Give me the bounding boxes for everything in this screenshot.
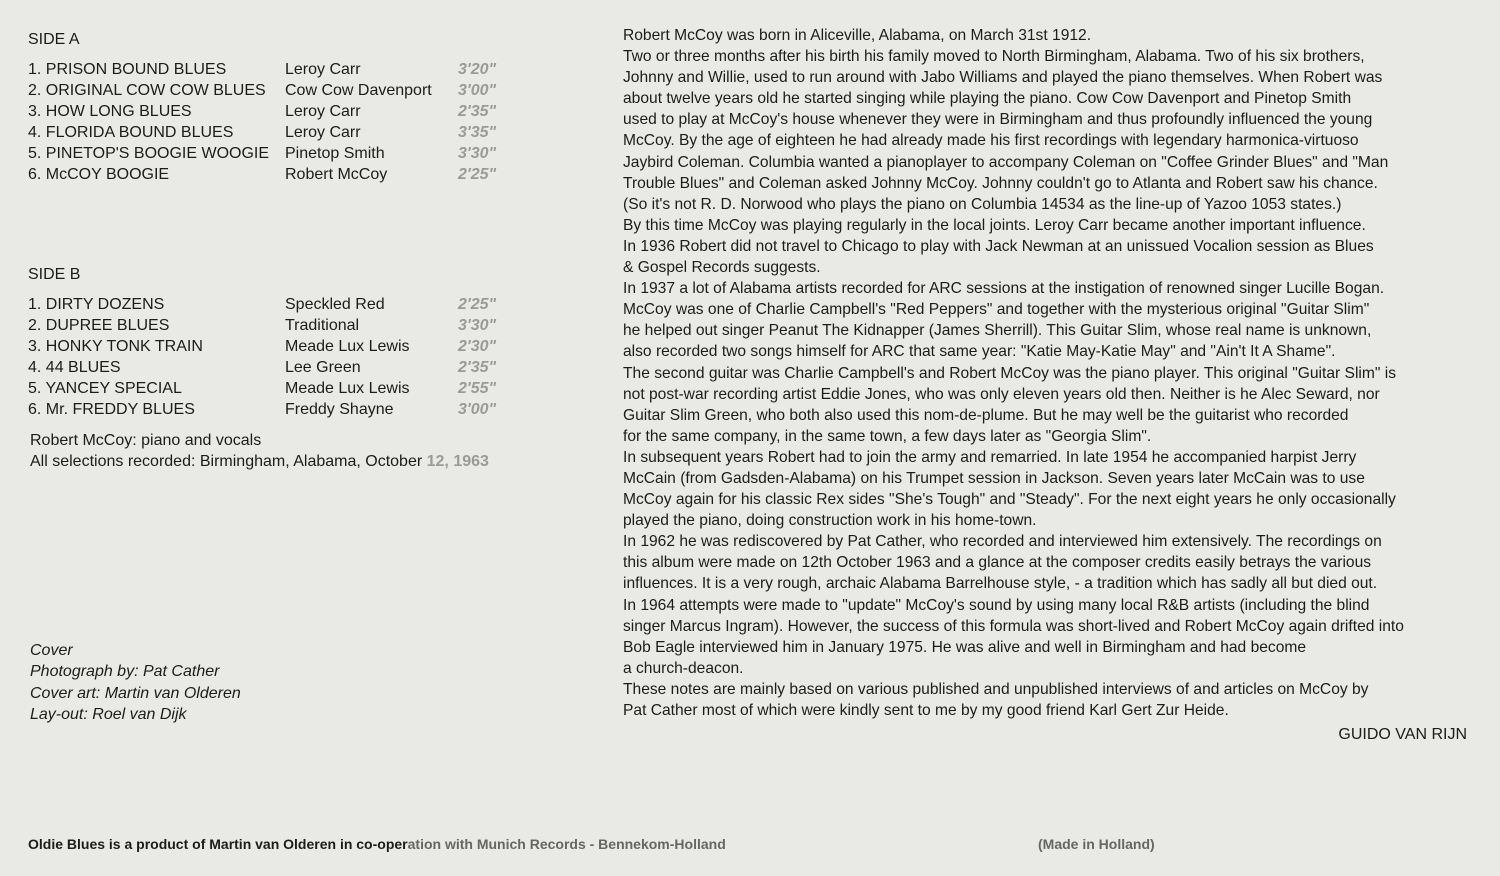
credits-block: [30, 640, 241, 725]
track-duration: 2'35": [458, 103, 497, 120]
notes-line: Pat Cather most of which were kindly sent to me by my good friend Karl Gert Zur Heide.: [623, 702, 1229, 719]
notes-line: In 1962 he was rediscovered by Pat Cather, who recorded and interviewed him extensively. The recordings on: [623, 533, 1382, 551]
side-b-track-6: [28, 401, 568, 422]
track-duration: 3'30": [458, 317, 497, 334]
track-title: 2. ORIGINAL COW COW BLUES: [28, 82, 266, 99]
track-title: 3. HONKY TONK TRAIN: [28, 338, 203, 355]
track-duration: 3'20": [458, 61, 497, 78]
track-title: 1. PRISON BOUND BLUES: [28, 61, 227, 78]
track-duration: 3'00": [458, 401, 497, 418]
notes-line: played the piano, doing construction work in his home-town.: [623, 512, 1037, 530]
recording-line: [30, 453, 489, 471]
notes-line: Guitar Slim Green, who both also used this nom-de-plume. But he may well be the guitarist who recorded: [623, 406, 1349, 424]
notes-line: The second guitar was Charlie Campbell's and Robert McCoy was the piano player. This original "Guitar Slim" is: [623, 364, 1397, 382]
notes-line: McCoy. By the age of eighteen he had already made his first recordings with legendary harmonica-virtuoso: [623, 132, 1359, 150]
side-b-track-5: [28, 380, 568, 401]
side-b-track-2: [28, 317, 568, 338]
track-artist: Cow Cow Davenport: [285, 82, 432, 99]
track-title: 4. 44 BLUES: [28, 359, 121, 376]
recording-date: 12, 1963: [426, 453, 489, 470]
notes-line: These notes are mainly based on various published and unpublished interviews of and articles on McCoy by: [623, 680, 1369, 698]
notes-line: a church-deacon.: [623, 659, 744, 677]
notes-line: In 1964 attempts were made to "update" McCoy's sound by using many local R&B artists (including the blind: [623, 596, 1370, 614]
notes-line: In 1937 a lot of Alabama artists recorded for ARC sessions at the instigation of renowned singer Lucille Bogan.: [623, 280, 1385, 298]
track-title: 2. DUPREE BLUES: [28, 317, 170, 334]
side-a-track-3: [28, 103, 568, 124]
track-duration: 2'30": [458, 338, 497, 355]
notes-line: singer Marcus Ingram). However, the success of this formula was short-lived and Robert McCoy again drifted into: [623, 617, 1404, 635]
notes-line: Jaybird Coleman. Columbia wanted a pianoplayer to accompany Coleman on "Coffee Grinder Blues" and "Man: [623, 153, 1389, 171]
notes-line: Trouble Blues" and Coleman asked Johnny McCoy. Johnny couldn't go to Atlanta and Robert saw his chance.: [623, 174, 1378, 192]
notes-line: In subsequent years Robert had to join the army and remarried. In late 1954 he accompanied harpist Jerry: [623, 448, 1357, 466]
side-a-track-1: [28, 61, 568, 82]
notes-line: McCain (from Gadsden-Alabama) on his Trumpet session in Jackson. Seven years later McCain was to use: [623, 469, 1365, 487]
credit-line: Cover art: Martin van Olderen: [30, 684, 241, 702]
track-duration: 2'55": [458, 380, 497, 397]
notes-line: Robert McCoy was born in Aliceville, Alabama, on March 31st 1912.: [623, 27, 1092, 44]
track-title: 6. Mr. FREDDY BLUES: [28, 401, 195, 418]
side-a-track-2: [28, 82, 568, 103]
notes-line: Two or three months after his birth his family moved to North Birmingham, Alabama. Two of his six brothers,: [623, 48, 1365, 66]
notes-line: not post-war recording artist Eddie Jones, who was only eleven years old then. Neither is he Alec Seward, nor: [623, 385, 1380, 403]
notes-line: he helped out singer Peanut The Kidnapper (James Sherrill). This Guitar Slim, whose real name is unknown,: [623, 322, 1372, 340]
track-title: 5. PINETOP'S BOOGIE WOOGIE: [28, 145, 270, 162]
track-artist: Leroy Carr: [285, 103, 361, 120]
notes-line: McCoy was one of Charlie Campbell's "Red Peppers" and together with the mysterious original "Guitar Slim": [623, 301, 1370, 319]
track-duration: 2'25": [458, 166, 497, 183]
track-duration: 3'30": [458, 145, 497, 162]
side-a-track-6: [28, 166, 568, 187]
notes-line: influences. It is a very rough, archaic Alabama Barrelhouse style, - a tradition which has sadly all but died out.: [623, 575, 1378, 593]
track-title: 1. DIRTY DOZENS: [28, 296, 165, 313]
track-title: 5. YANCEY SPECIAL: [28, 380, 182, 397]
notes-line: McCoy again for his classic Rex sides "She's Tough" and "Steady". For the next eight years he only occasionally: [623, 491, 1396, 509]
track-title: 3. HOW LONG BLUES: [28, 103, 192, 120]
notes-line: this album were made on 12th October 1963 and a glance at the composer credits easily betrays the various: [623, 554, 1372, 572]
track-artist: Speckled Red: [285, 296, 385, 313]
track-duration: 2'35": [458, 359, 497, 376]
side-b-track-1: [28, 296, 568, 317]
notes-line: for the same company, in the same town, a few days later as "Georgia Slim".: [623, 427, 1152, 445]
side-b-track-4: [28, 359, 568, 380]
track-duration: 3'35": [458, 124, 497, 141]
footer-made-in-text: (Made in Holland): [1038, 836, 1155, 852]
footer-product-left: Oldie Blues is a product of Martin van Olderen in co-oper: [28, 836, 408, 852]
track-title: 4. FLORIDA BOUND BLUES: [28, 124, 234, 141]
author-signature: GUIDO VAN RIJN: [1338, 726, 1467, 743]
notes-line: & Gospel Records suggests.: [623, 259, 821, 277]
notes-line: also recorded two songs himself for ARC that same year: "Katie May-Katie May" and "Ain't It A Shame".: [623, 343, 1336, 361]
track-duration: 3'00": [458, 82, 497, 99]
credit-line: Cover: [30, 642, 73, 659]
footer-product: [28, 836, 726, 852]
notes-line: In 1936 Robert did not travel to Chicago to play with Jack Newman at an unissued Vocalion session as Blues: [623, 237, 1374, 255]
track-artist: Freddy Shayne: [285, 401, 394, 418]
credit-line: Lay-out: Roel van Dijk: [30, 705, 187, 723]
track-artist: Pinetop Smith: [285, 145, 385, 162]
footer-product-right: ation with Munich Records - Bennekom-Holland: [407, 836, 726, 852]
track-artist: Meade Lux Lewis: [285, 380, 410, 397]
notes-line: about twelve years old he started singing while playing the piano. Cow Cow Davenport and Pinetop Smith: [623, 90, 1352, 108]
side-b-heading: SIDE B: [28, 266, 81, 283]
track-artist: Traditional: [285, 317, 360, 334]
track-duration: 2'25": [458, 296, 497, 313]
side-b-track-3: [28, 338, 568, 359]
track-title: 6. McCOY BOOGIE: [28, 166, 170, 183]
side-a-heading: SIDE A: [28, 31, 80, 48]
track-artist: Leroy Carr: [285, 61, 361, 78]
side-a-track-4: [28, 124, 568, 145]
side-a-track-5: [28, 145, 568, 166]
footer-made-in: [1038, 836, 1155, 852]
notes-line: used to play at McCoy's house whenever they were in Birmingham and thus profoundly influenced the young: [623, 111, 1373, 129]
notes-line: (So it's not R. D. Norwood who plays the piano on Columbia 14534 as the line-up of Yazoo 1053 states.): [623, 195, 1342, 213]
track-artist: Robert McCoy: [285, 166, 388, 183]
notes-line: Bob Eagle interviewed him in January 1975. He was alive and well in Birmingham and had become: [623, 638, 1307, 656]
track-artist: Leroy Carr: [285, 124, 361, 141]
track-artist: Lee Green: [285, 359, 361, 376]
recording-text: All selections recorded: Birmingham, Alabama, October: [30, 453, 427, 470]
personnel-line: Robert McCoy: piano and vocals: [30, 432, 262, 449]
notes-line: Johnny and Willie, used to run around with Jabo Williams and played the piano themselves. When Robert was: [623, 69, 1383, 87]
track-artist: Meade Lux Lewis: [285, 338, 410, 355]
notes-line: By this time McCoy was playing regularly in the local joints. Leroy Carr became another important influence.: [623, 216, 1366, 234]
liner-notes: [623, 25, 1483, 721]
credit-line: Photograph by: Pat Cather: [30, 663, 220, 681]
